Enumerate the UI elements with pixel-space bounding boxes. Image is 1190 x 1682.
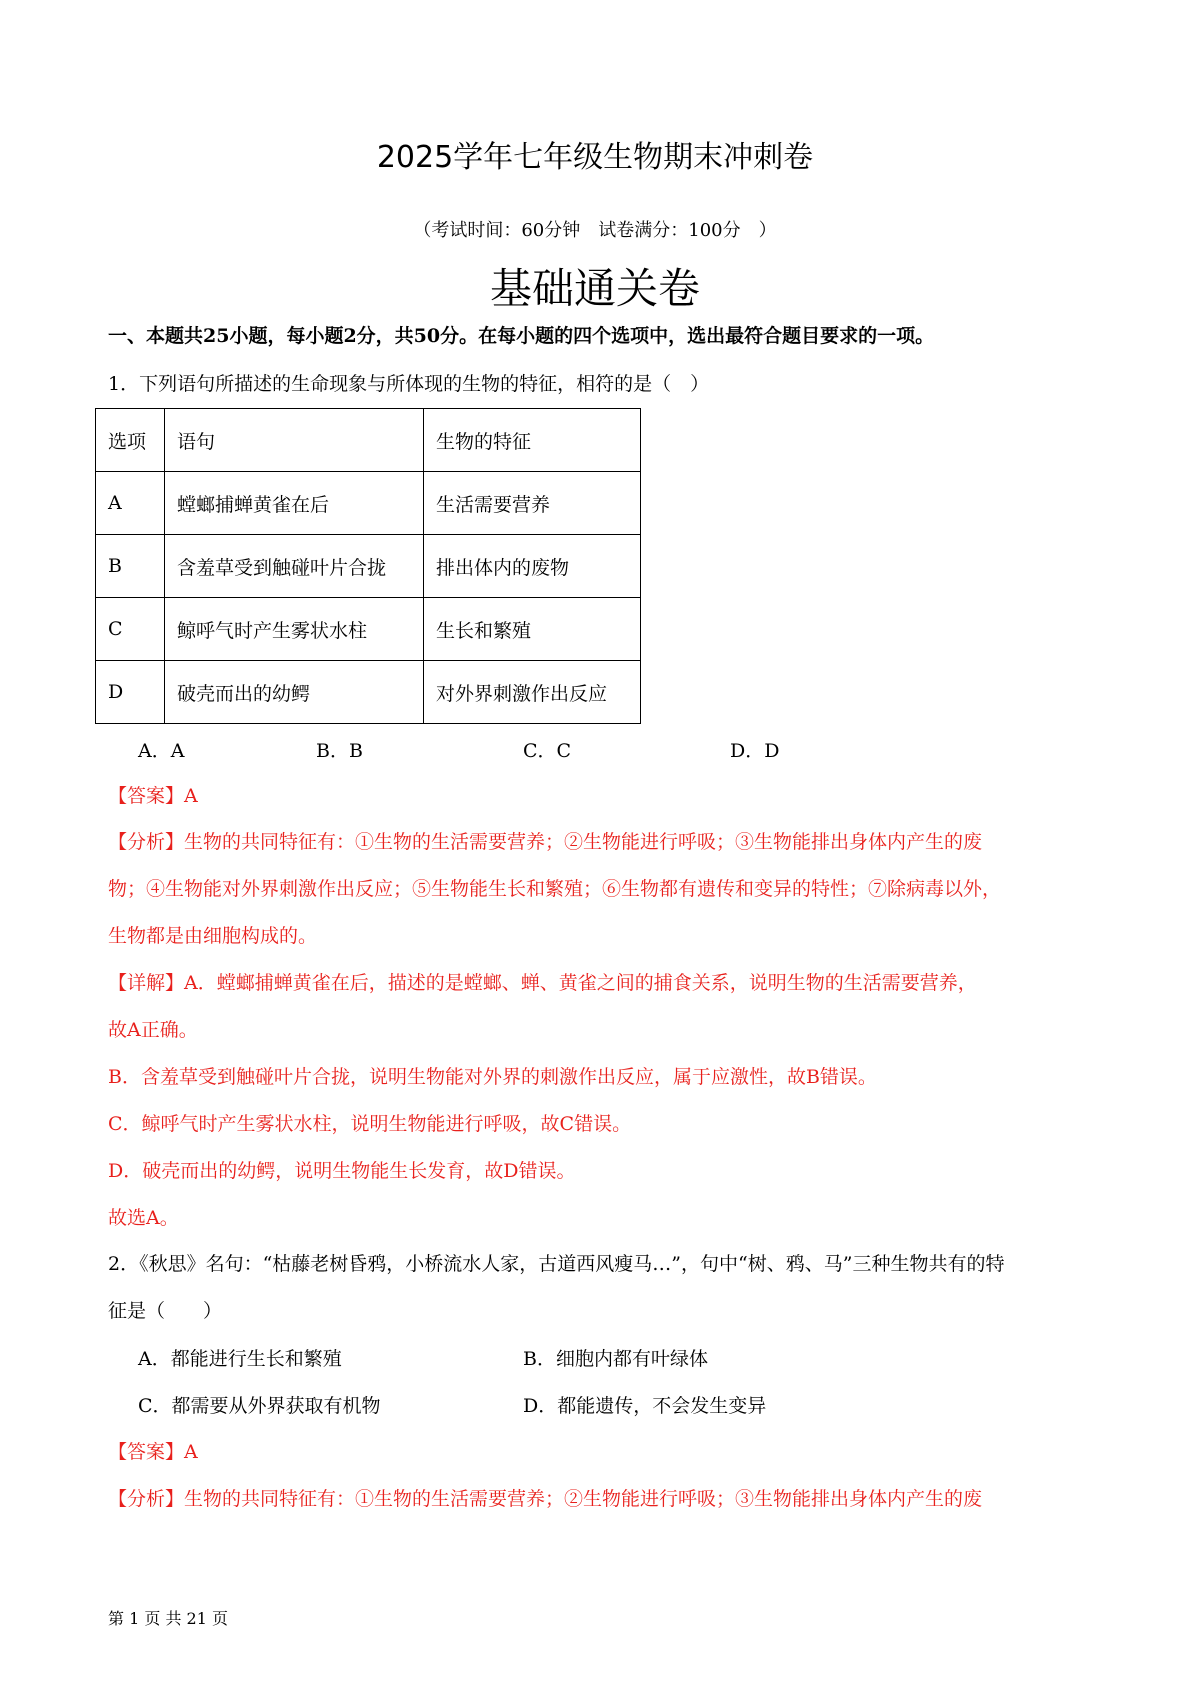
question-1-detail-line: D．破壳而出的幼鳄，说明生物能生长发育，故D错误。 [108, 1160, 576, 1182]
table-cell: C [96, 598, 165, 661]
table-cell: A [96, 472, 165, 535]
table-cell: 排出体内的废物 [424, 535, 641, 598]
table-cell: B [96, 535, 165, 598]
question-1-stem: 1．下列语句所描述的生命现象与所体现的生物的特征，相符的是（ ） [108, 373, 710, 395]
question-2-stem-cont: 征是（ ） [108, 1300, 223, 1322]
question-1-option-c: C．C [523, 740, 572, 762]
question-1-answer: 【答案】A [108, 785, 198, 807]
question-2-option-c: C．都需要从外界获取有机物 [138, 1395, 381, 1417]
question-2-option-a: A．都能进行生长和繁殖 [138, 1348, 342, 1370]
question-1-analysis-line: 生物都是由细胞构成的。 [108, 925, 318, 947]
question-1-detail-line: 故A正确。 [108, 1019, 198, 1041]
question-2-stem: 2．《秋思》名句：“枯藤老树昏鸦，小桥流水人家，古道西风瘦马…”，句中“树、鸦、马”三种生物共有的特 [108, 1253, 1005, 1275]
table-row [96, 598, 641, 661]
table-header-cell: 语句 [165, 409, 424, 472]
table-row [96, 472, 641, 535]
table-cell: D [96, 661, 165, 724]
table-cell: 含羞草受到触碰叶片合拢 [165, 535, 424, 598]
question-1-analysis-line: 【分析】生物的共同特征有：①生物的生活需要营养；②生物能进行呼吸；③生物能排出身体内产生的废 [108, 831, 983, 853]
exam-info: （考试时间：60分钟 试卷满分：100分 ） [413, 220, 777, 241]
question-2-option-b: B．细胞内都有叶绿体 [523, 1348, 708, 1370]
question-1-conclusion: 故选A。 [108, 1207, 179, 1229]
question-1-option-d: D．D [730, 740, 780, 762]
paper-title: 基础通关卷 [489, 264, 700, 313]
question-2-analysis: 【分析】生物的共同特征有：①生物的生活需要营养；②生物能进行呼吸；③生物能排出身体内产生的废 [108, 1488, 983, 1510]
question-1-detail-line: B．含羞草受到触碰叶片合拢，说明生物能对外界的刺激作出反应，属于应激性，故B错误。 [108, 1066, 877, 1088]
table-header-cell: 选项 [96, 409, 165, 472]
table-cell: 鲸呼气时产生雾状水柱 [165, 598, 424, 661]
table-row [96, 535, 641, 598]
table-cell: 生活需要营养 [424, 472, 641, 535]
table-cell: 破壳而出的幼鳄 [165, 661, 424, 724]
table-header-row [96, 409, 641, 472]
table-cell: 生长和繁殖 [424, 598, 641, 661]
table-row [96, 661, 641, 724]
exam-title: 2025学年七年级生物期末冲刺卷 [376, 140, 814, 175]
table-cell: 螳螂捕蝉黄雀在后 [165, 472, 424, 535]
question-2-answer: 【答案】A [108, 1441, 198, 1463]
question-2-option-d: D．都能遗传，不会发生变异 [523, 1395, 767, 1417]
section-instruction: 一、本题共25小题，每小题2分，共50分。在每小题的四个选项中，选出最符合题目要求的一项。 [108, 325, 935, 347]
table-header-cell: 生物的特征 [424, 409, 641, 472]
question-1-analysis-line: 物；④生物能对外界刺激作出反应；⑤生物能生长和繁殖；⑥生物都有遗传和变异的特性；⑦除病毒以外， [108, 878, 1002, 900]
question-1-detail-line: 【详解】A．螳螂捕蝉黄雀在后，描述的是螳螂、蝉、黄雀之间的捕食关系，说明生物的生活需要营养， [108, 972, 977, 994]
question-1-option-b: B．B [316, 740, 363, 762]
question-1-detail-line: C．鲸呼气时产生雾状水柱，说明生物能进行呼吸，故C错误。 [108, 1113, 632, 1135]
question-1-option-a: A．A [138, 740, 185, 762]
page-number: 第 1 页 共 21 页 [108, 1609, 228, 1628]
table-cell: 对外界刺激作出反应 [424, 661, 641, 724]
question-1-table [95, 408, 641, 724]
